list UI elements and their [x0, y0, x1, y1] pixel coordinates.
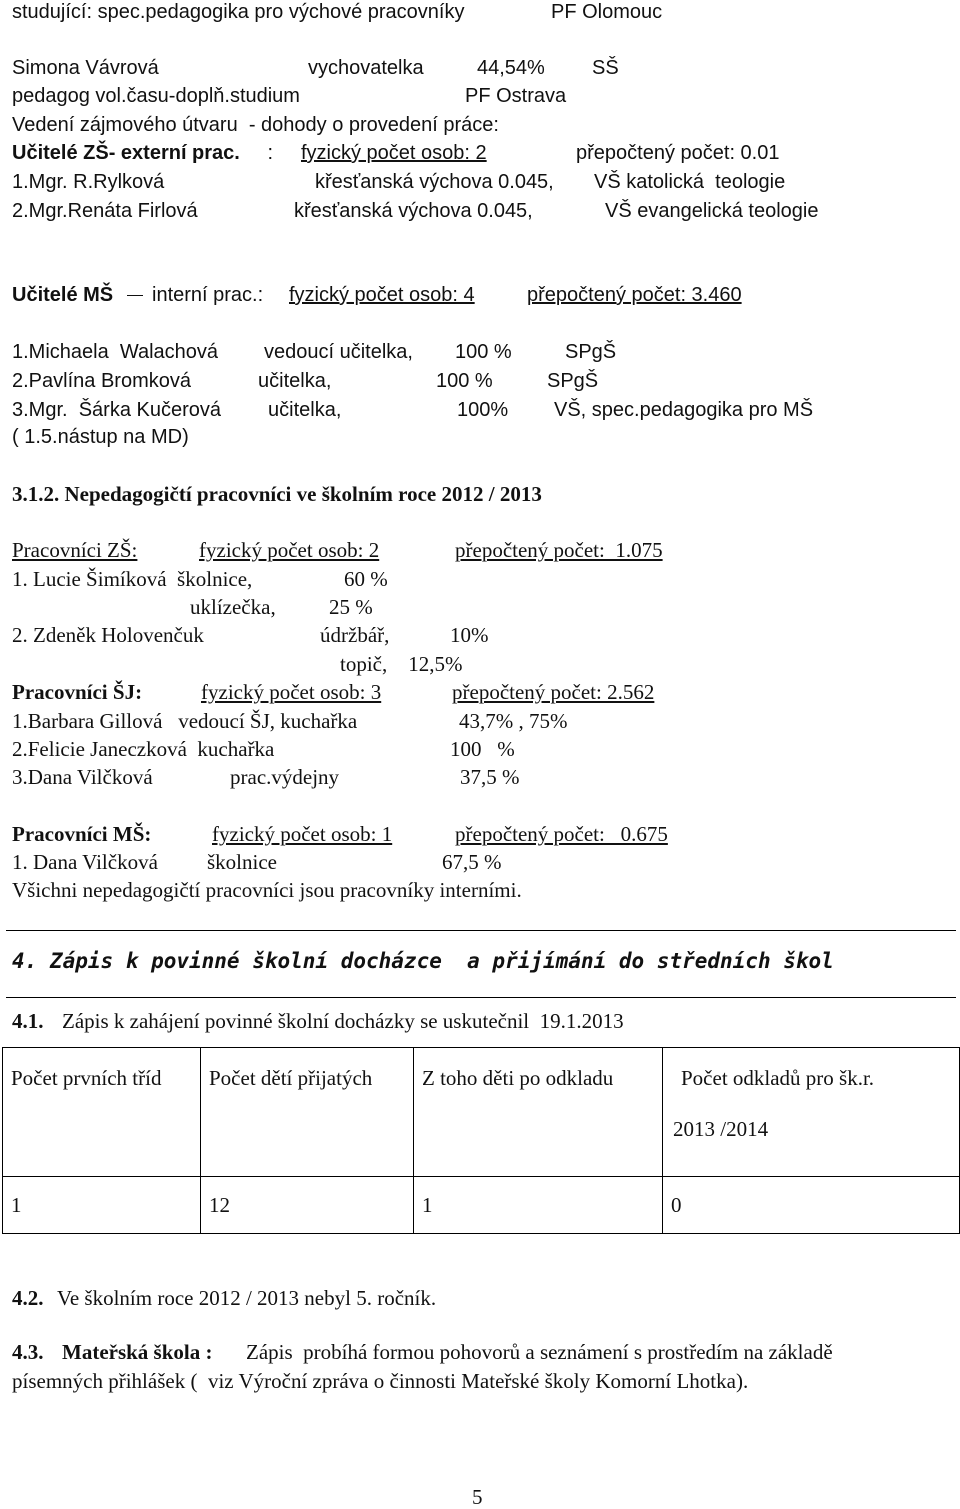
teacher-1-subject: křesťanská výchova 0.045, — [315, 171, 554, 193]
section-43-number: 4.3. — [12, 1340, 44, 1364]
workers-ms-label: Pracovníci MŠ: — [12, 822, 152, 846]
worker-zs-2-role: údržbář, — [320, 623, 390, 647]
teacher-2-name: 2.Mgr.Renáta Firlová — [12, 200, 198, 222]
worker-sj-3-role: prac.výdejny — [230, 765, 340, 789]
worker-zs-2-role2: topič, 12,5% — [340, 652, 463, 676]
table-cell: 1 — [3, 1177, 201, 1234]
ms-teacher-1-role: vedoucí učitelka, — [264, 341, 413, 363]
table-cell: 1 — [414, 1177, 663, 1234]
worker-ms-1-percent: 67,5 % — [442, 850, 502, 874]
workers-zs-label: Pracovníci ZŠ: — [12, 538, 138, 562]
worker-sj-2: 2.Felicie Janeczková kuchařka — [12, 737, 275, 761]
worker-ms-1-role: školnice — [207, 850, 277, 874]
table-row — [3, 1177, 960, 1234]
ms-teacher-1-percent: 100 % — [455, 341, 512, 363]
teachers-zs-recalc: přepočtený počet: 0.01 — [576, 142, 780, 164]
workers-zs-physical: fyzický počet osob: 2 — [199, 538, 380, 562]
worker-zs-1-percent: 60 % — [344, 567, 388, 591]
table-header-text: Počet odkladů pro šk.r. — [681, 1066, 875, 1090]
staff-study-school: PF Ostrava — [465, 85, 567, 107]
worker-zs-1-percent2: 25 % — [329, 595, 373, 619]
line-study-school: PF Olomouc — [551, 1, 663, 23]
table-header-row — [3, 1048, 960, 1177]
table-header-cell: Z toho děti po odkladu — [414, 1048, 663, 1177]
worker-sj-1-percent: 43,7% , 75% — [459, 709, 568, 733]
ms-teacher-3-name: 3.Mgr. Šárka Kučerová — [12, 399, 221, 421]
section-43-title: Mateřská škola : — [62, 1340, 213, 1364]
ms-teacher-3-note: ( 1.5.nástup na MD) — [12, 426, 189, 448]
section-4-heading: 4. Zápis k povinné školní docházce a přijímání do středních škol — [12, 949, 834, 973]
section-41-text: Zápis k zahájení povinné školní docházky se uskutečnil 19.1.2013 — [62, 1009, 624, 1033]
ms-teacher-2-percent: 100 % — [436, 370, 493, 392]
ms-teacher-3-role: učitelka, — [268, 399, 342, 421]
dash-divider — [127, 295, 143, 296]
table-cell: 0 — [663, 1177, 960, 1234]
ms-teacher-3-percent: 100% — [457, 399, 509, 421]
teachers-zs-colon: : — [262, 142, 279, 164]
section-43-text-1: Zápis probíhá formou pohovorů a seznámení s prostředím na základě — [246, 1340, 833, 1364]
workers-ms-recalc: přepočtený počet: 0.675 — [455, 822, 668, 846]
teachers-ms-type: interní prac.: — [152, 284, 264, 306]
section-41-number: 4.1. — [12, 1009, 44, 1033]
section-312-heading: 3.1.2. Nepedagogičtí pracovníci ve školním roce 2012 / 2013 — [12, 482, 542, 506]
worker-sj-2-percent: 100 % — [450, 737, 515, 761]
ms-teacher-1-education: SPgŠ — [565, 341, 617, 363]
staff-education: SŠ — [592, 57, 619, 79]
worker-zs-1: 1. Lucie Šimíková školnice, — [12, 567, 253, 591]
ms-teacher-2-role: učitelka, — [258, 370, 332, 392]
worker-zs-2-percent: 10% — [450, 623, 489, 647]
table-header-cell: Počet prvních tříd — [3, 1048, 201, 1177]
worker-sj-3-percent: 37,5 % — [460, 765, 520, 789]
page-number: 5 — [472, 1485, 483, 1509]
staff-percent: 44,54% — [477, 57, 545, 79]
ms-teacher-2-education: SPgŠ — [547, 370, 599, 392]
section-4-heading-box — [6, 930, 956, 998]
teachers-ms-physical: fyzický počet osob: 4 — [289, 284, 475, 306]
line-study: studující: spec.pedagogika pro výchové pracovníky — [12, 1, 465, 23]
workers-sj-physical: fyzický počet osob: 3 — [201, 680, 382, 704]
internal-note: Všichni nepedagogičtí pracovníci jsou pracovníky interními. — [12, 878, 522, 902]
teacher-1-education: VŠ katolická teologie — [594, 171, 786, 193]
staff-role: vychovatelka — [308, 57, 424, 79]
table-header-cell-last — [663, 1048, 960, 1177]
table-cell: 12 — [201, 1177, 414, 1234]
table-header-cell: Počet dětí přijatých — [201, 1048, 414, 1177]
workers-ms-physical: fyzický počet osob: 1 — [212, 822, 393, 846]
staff-name: Simona Vávrová — [12, 57, 159, 79]
ms-teacher-1-name: 1.Michaela Walachová — [12, 341, 219, 363]
section-42-text: Ve školním roce 2012 / 2013 nebyl 5. ročník. — [57, 1286, 437, 1310]
ms-teacher-2-name: 2.Pavlína Bromková — [12, 370, 191, 392]
teachers-zs-physical: fyzický počet osob: 2 — [301, 142, 487, 164]
table-header-subtext: 2013 /2014 — [673, 1117, 769, 1141]
worker-zs-2: 2. Zdeněk Holovenčuk — [12, 623, 204, 647]
workers-sj-recalc: přepočtený počet: 2.562 — [452, 680, 655, 704]
teachers-zs-label: Učitelé ZŠ- externí prac. — [12, 142, 240, 164]
section-42-number: 4.2. — [12, 1286, 44, 1310]
worker-ms-1: 1. Dana Vilčková — [12, 850, 158, 874]
ms-teacher-3-education: VŠ, spec.pedagogika pro MŠ — [554, 399, 814, 421]
admission-table — [2, 1047, 960, 1234]
teacher-2-education: VŠ evangelická teologie — [605, 200, 819, 222]
worker-sj-3: 3.Dana Vilčková — [12, 765, 153, 789]
worker-sj-1: 1.Barbara Gillová vedoucí ŠJ, kuchařka — [12, 709, 358, 733]
teachers-ms-recalc: přepočtený počet: 3.460 — [527, 284, 742, 306]
teacher-2-subject: křesťanská výchova 0.045, — [294, 200, 533, 222]
teachers-ms-label: Učitelé MŠ — [12, 284, 114, 306]
teacher-1-name: 1.Mgr. R.Rylková — [12, 171, 165, 193]
workers-zs-recalc: přepočtený počet: 1.075 — [455, 538, 663, 562]
staff-study: pedagog vol.času-doplň.studium — [12, 85, 300, 107]
worker-zs-1-role2: uklízečka, — [190, 595, 276, 619]
line-interest: Vedení zájmového útvaru - dohody o provedení práce: — [12, 114, 499, 136]
workers-sj-label: Pracovníci ŠJ: — [12, 680, 143, 704]
section-43-text-2: písemných přihlášek ( viz Výroční zpráva o činnosti Mateřské školy Komorní Lhotka). — [12, 1369, 749, 1393]
